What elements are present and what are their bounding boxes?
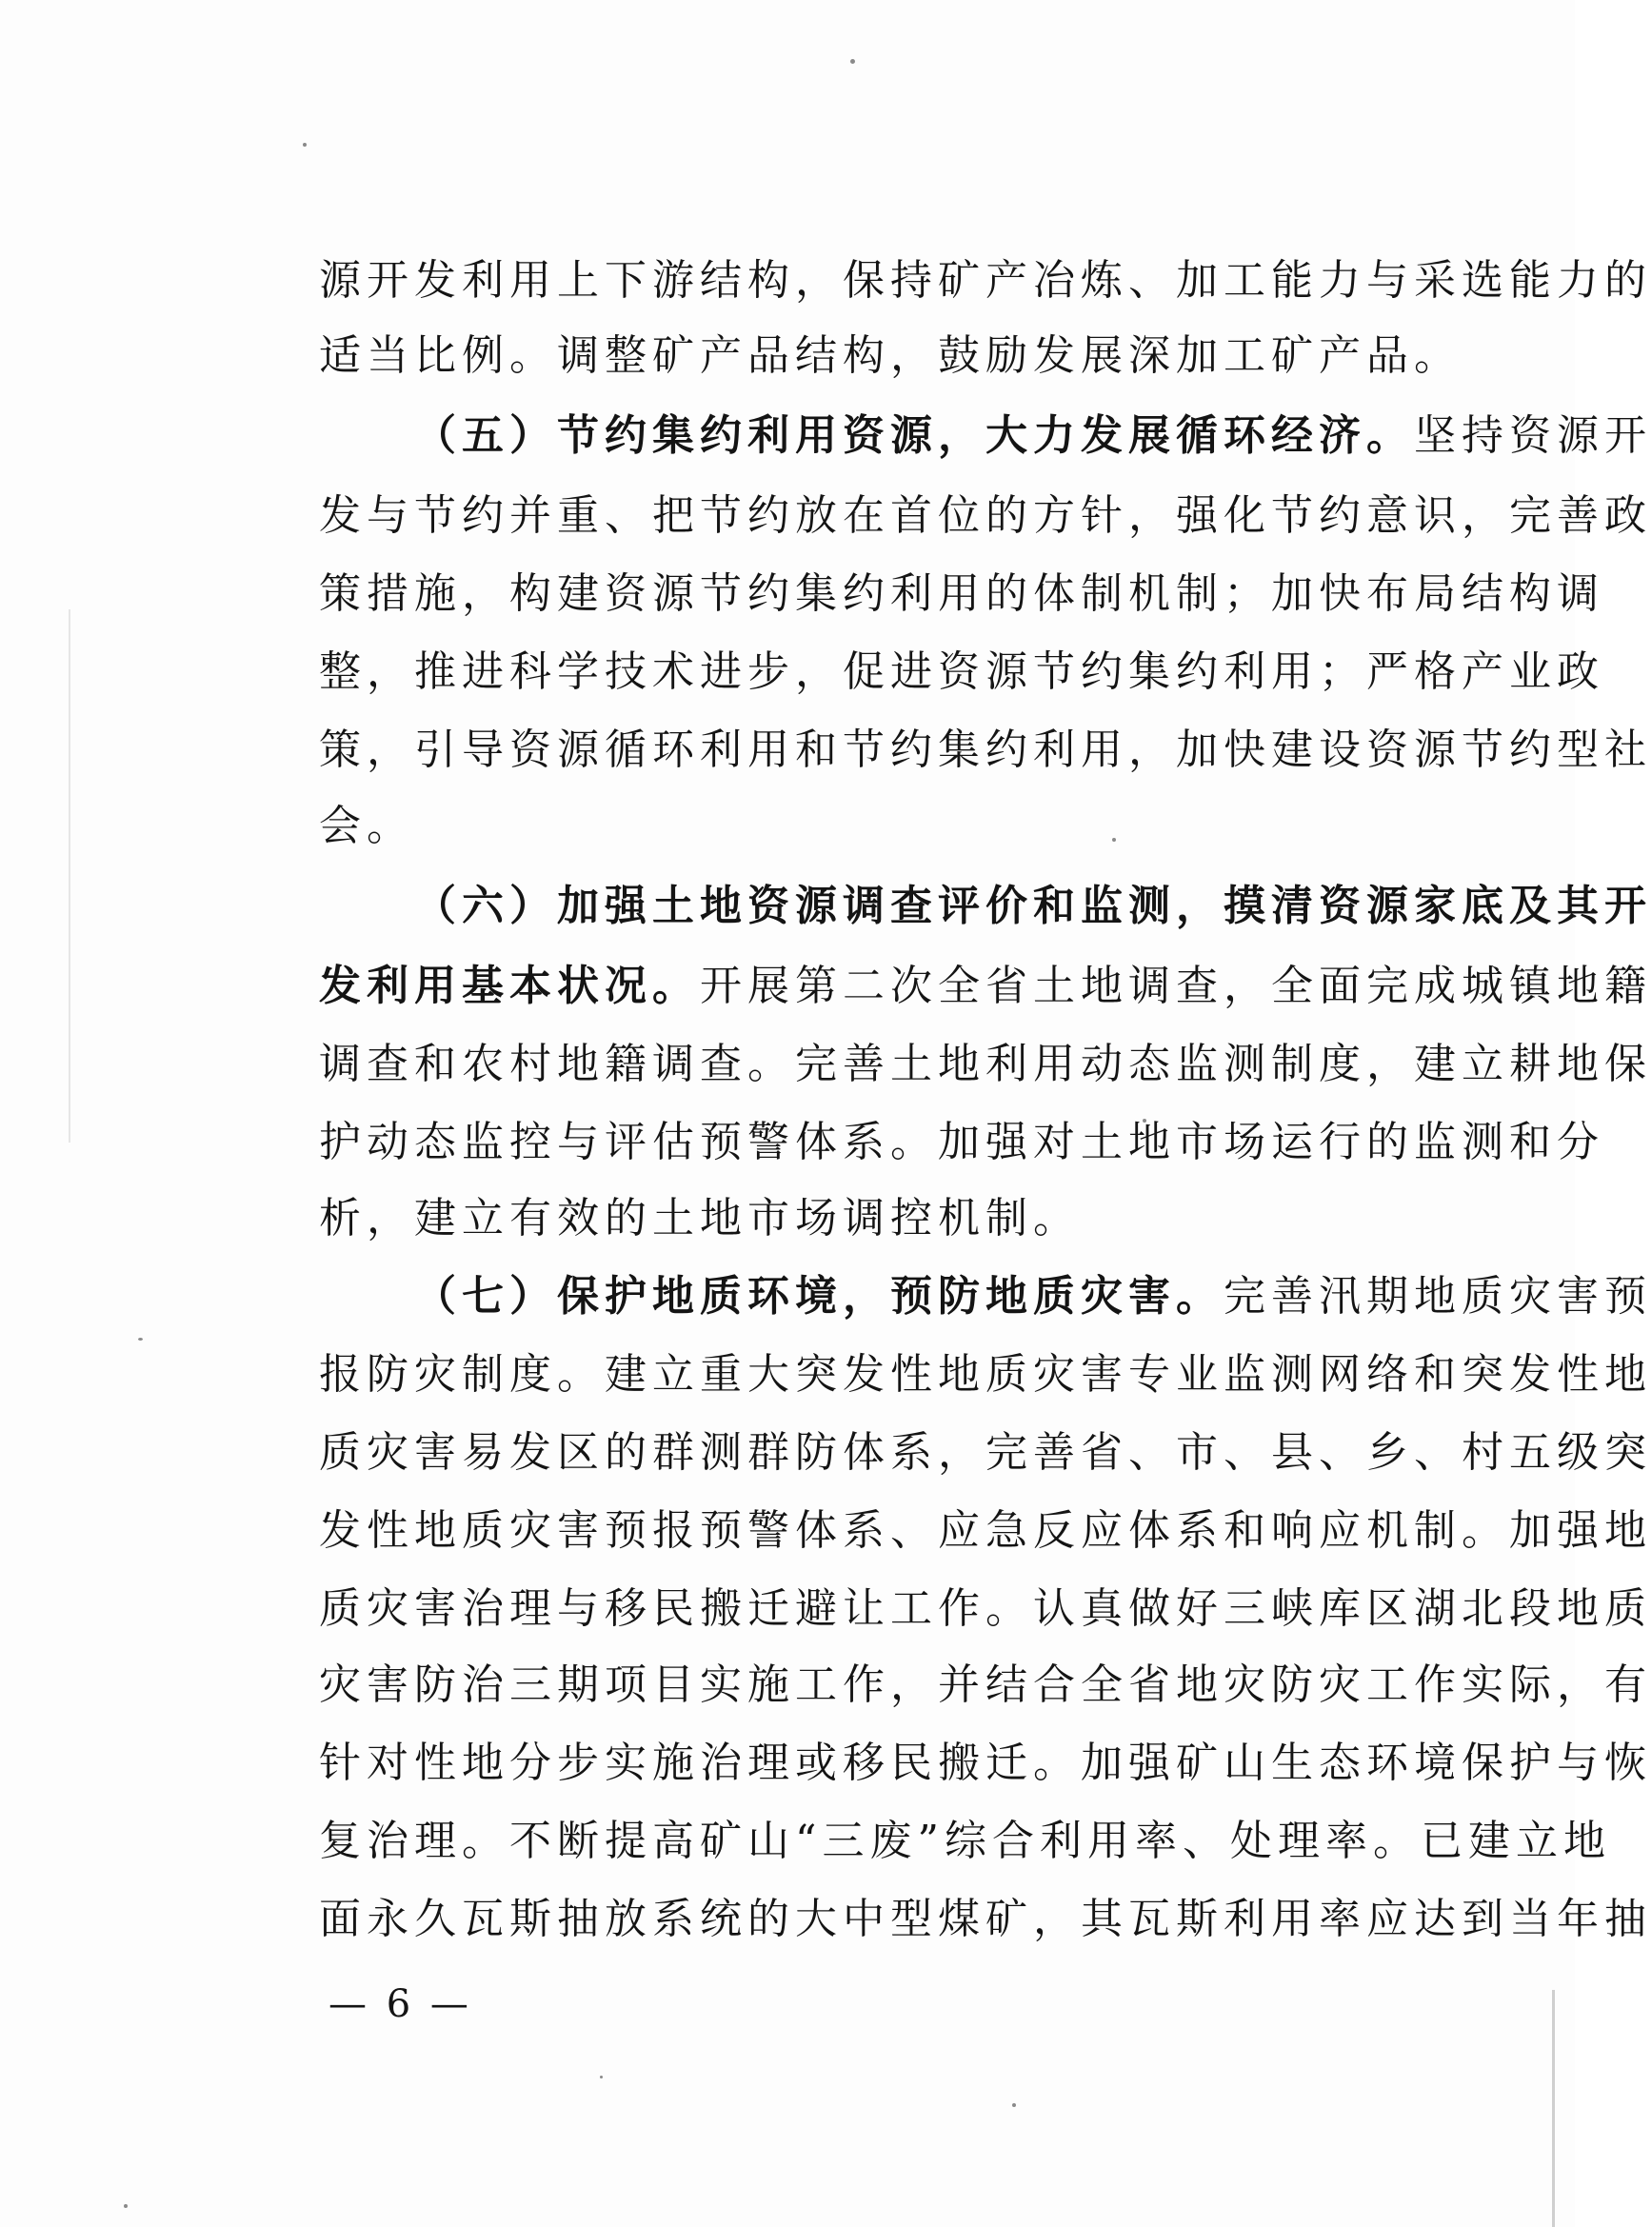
scan-speck: [1012, 2103, 1016, 2107]
body-text-line: 针对性地分步实施治理或移民搬迁。加强矿山生态环境保护与恢: [319, 1739, 1652, 1787]
body-text-line: 质灾害易发区的群测群防体系，完善省、市、县、乡、村五级突: [319, 1428, 1652, 1477]
body-text-line: 护动态监控与评估预警体系。加强对土地市场运行的监测和分: [319, 1118, 1604, 1166]
body-text: 坚持资源开: [1414, 411, 1652, 460]
body-text-line: 报防灾制度。建立重大突发性地质灾害专业监测网络和突发性地: [319, 1350, 1652, 1399]
paragraph-first-line: [319, 398, 1652, 474]
section-heading: （五）节约集约利用资源，大力发展循环经济。: [414, 411, 1414, 460]
body-text-line: 质灾害治理与移民搬迁避让工作。认真做好三峡库区湖北段地质: [319, 1584, 1652, 1633]
body-text-line: 面永久瓦斯抽放系统的大中型煤矿，其瓦斯利用率应达到当年抽: [319, 1895, 1652, 1943]
body-text-line: 灾害防治三期项目实施工作，并结合全省地灾防灾工作实际，有: [319, 1660, 1652, 1709]
scan-speck: [600, 2076, 603, 2078]
body-text-line: 发与节约并重、把节约放在首位的方针，强化节约意识，完善政: [319, 491, 1652, 540]
section-heading: （六）加强土地资源调查评价和监测，摸清资源家底及其开: [414, 882, 1652, 930]
section-heading: 发利用基本状况。: [319, 962, 700, 1010]
body-text-line: 发性地质灾害预报预警体系、应急反应体系和响应机制。加强地: [319, 1506, 1652, 1555]
scan-speck: [138, 1338, 143, 1341]
body-text-line: 整，推进科学技术进步，促进资源节约集约利用；严格产业政: [319, 647, 1604, 696]
page-number: — 6 —: [328, 1982, 472, 2026]
scan-speck: [124, 2204, 128, 2208]
body-text-line: 调查和农村地籍调查。完善土地利用动态监测制度，建立耕地保: [319, 1040, 1652, 1088]
body-text-line: 策，引导资源循环利用和节约集约利用，加快建设资源节约型社: [319, 726, 1652, 774]
body-text: 完善汛期地质灾害预: [1224, 1272, 1652, 1321]
section-heading-line: [319, 868, 1652, 944]
body-text-line: 源开发利用上下游结构，保持矿产冶炼、加工能力与采选能力的: [319, 256, 1652, 305]
scan-speck: [850, 59, 855, 64]
body-text-line: 析，建立有效的土地市场调控机制。: [319, 1194, 1081, 1243]
section-heading: （七）保护地质环境，预防地质灾害。: [414, 1272, 1224, 1321]
body-text-line: 策措施，构建资源节约集约利用的体制机制；加快布局结构调: [319, 569, 1604, 618]
body-text-line: 复治理。不断提高矿山“三废”综合利用率、处理率。已建立地: [319, 1817, 1611, 1865]
scan-speck: [303, 143, 307, 147]
body-text-line: 适当比例。调整矿产品结构，鼓励发展深加工矿产品。: [319, 331, 1462, 380]
body-text: 开展第二次全省土地调查，全面完成城镇地籍: [700, 962, 1652, 1010]
scan-edge-line: [69, 609, 70, 1143]
scan-edge-line: [1552, 1990, 1555, 2227]
paragraph-first-line: [319, 1259, 1652, 1335]
paragraph-line: [319, 948, 1652, 1024]
body-text-line: 会。: [319, 802, 414, 850]
